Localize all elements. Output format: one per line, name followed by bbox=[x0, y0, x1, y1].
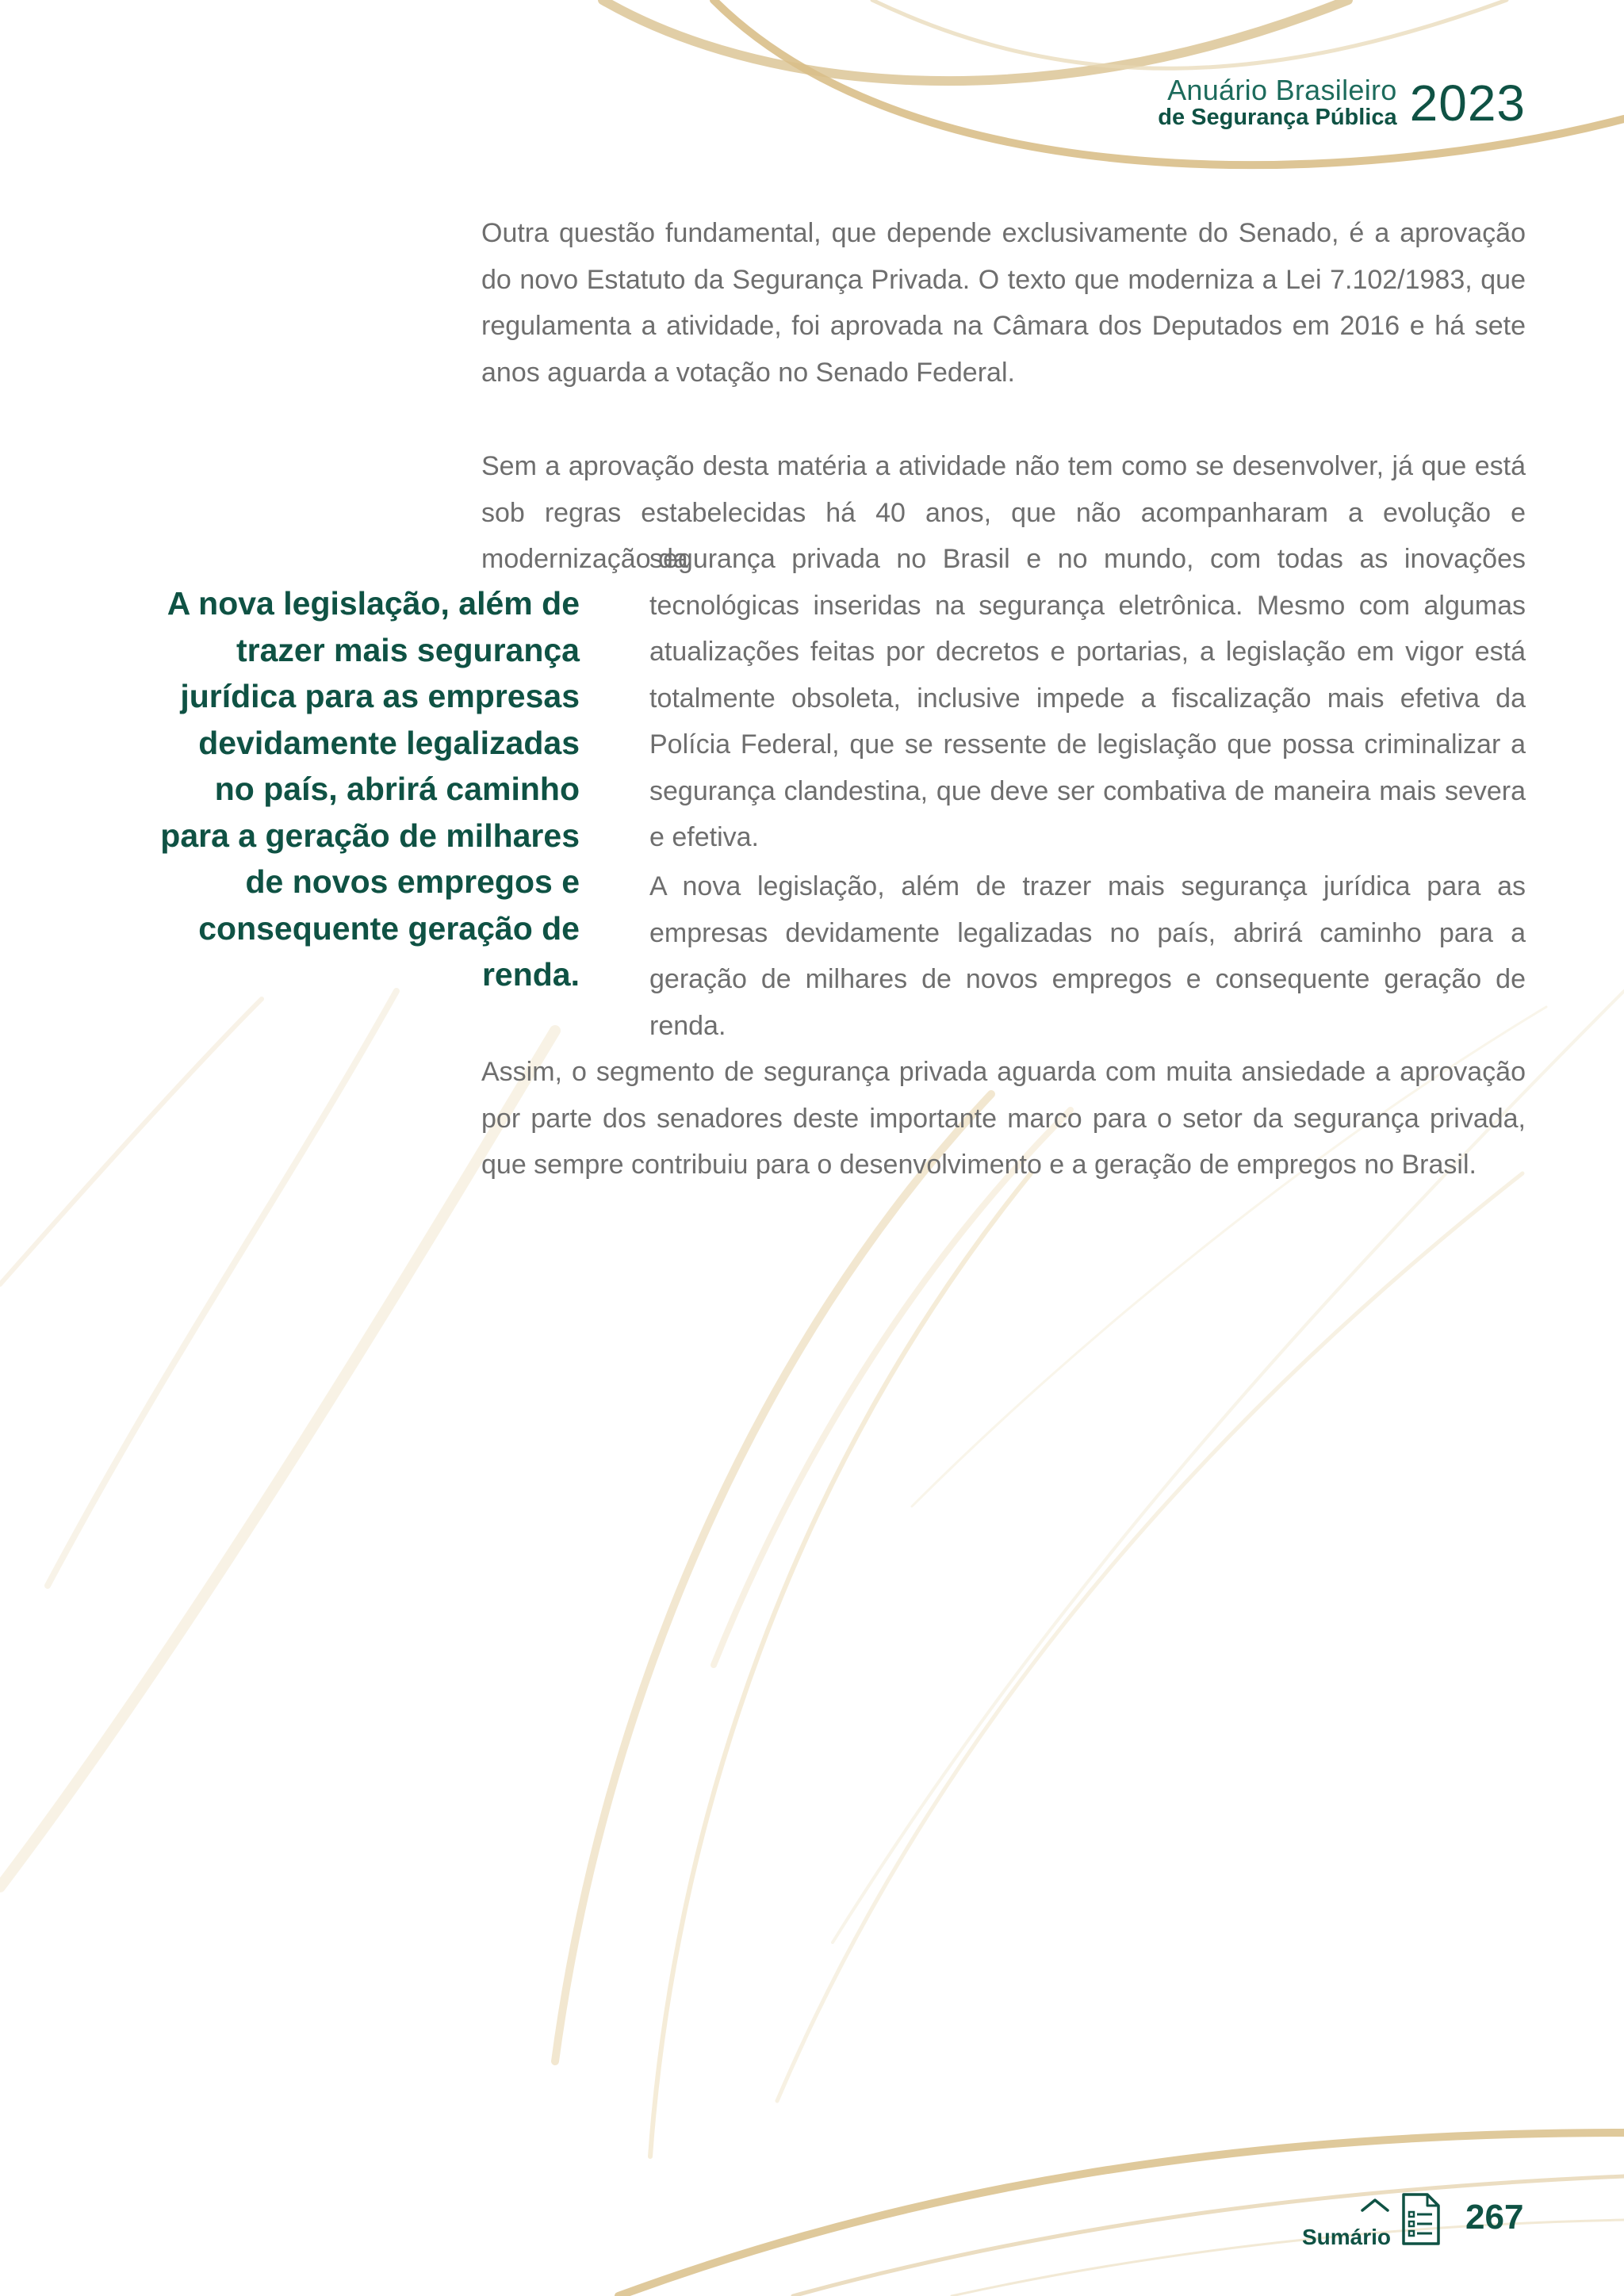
pull-quote: A nova legislação, além de trazer mais segurança jurídica para as empresas devidamente legalizadas no país, abrirá caminho para a geração de milhares de novos empregos e consequente geração de renda. bbox=[160, 585, 580, 993]
body-paragraph-4: Assim, o segmento de segurança privada aguarda com muita ansiedade a aprovação por parte dos senadores deste importante marco para o setor da segurança privada, que sempre contribuiu para o desenvolvimento e a geração de empregos no Brasil. bbox=[481, 1057, 1526, 1180]
publication-title bbox=[1158, 76, 1396, 129]
publication-title-line1: Anuário Brasileiro bbox=[1167, 74, 1397, 106]
footer-navigation bbox=[1299, 2191, 1529, 2255]
sumario-label: Sumário bbox=[1302, 2225, 1392, 2249]
publication-header bbox=[1158, 74, 1526, 132]
sumario-button[interactable] bbox=[1299, 2191, 1394, 2255]
body-paragraph-1: Outra questão fundamental, que depende exclusivamente do Senado, é a aprovação do novo Estatuto da Segurança Privada. O texto que moderniza a Lei 7.102/1983, que regulamenta a atividade, foi aprovada na Câmara dos Deputados em 2016 e há sete anos aguarda a votação no Senado Federal. bbox=[481, 218, 1526, 388]
document-list-icon[interactable] bbox=[1400, 2191, 1442, 2247]
body-paragraph-3: A nova legislação, além de trazer mais segurança jurídica para as empresas devidamente legalizadas no país, abrirá caminho para a geração de milhares de novos empregos e consequente geração de renda. bbox=[649, 871, 1526, 1041]
publication-year: 2023 bbox=[1409, 74, 1526, 132]
body-paragraph-2-start: Sem a aprovação desta matéria a atividade não tem como se desenvolver, já que está sob regras estabelecidas há 40 anos, que não acompanharam a evolução e modernização da bbox=[481, 451, 1526, 574]
body-paragraph-2-rest: segurança privada no Brasil e no mundo, com todas as inovações tecnológicas inseridas na segurança eletrônica. Mesmo com algumas atualizações feitas por decretos e portarias, a legislação em vigor está totalmente obsoleta, inclusive impede a fiscalização mais efetiva da Polícia Federal, que se ressente de legislação que possa criminalizar a segurança clandestina, que deve ser combativa de maneira mais severa e efetiva. bbox=[649, 544, 1526, 852]
page-number: 267 bbox=[1465, 2198, 1524, 2237]
publication-title-line2: de Segurança Pública bbox=[1158, 105, 1397, 130]
chevron-up-icon bbox=[1359, 2198, 1391, 2212]
